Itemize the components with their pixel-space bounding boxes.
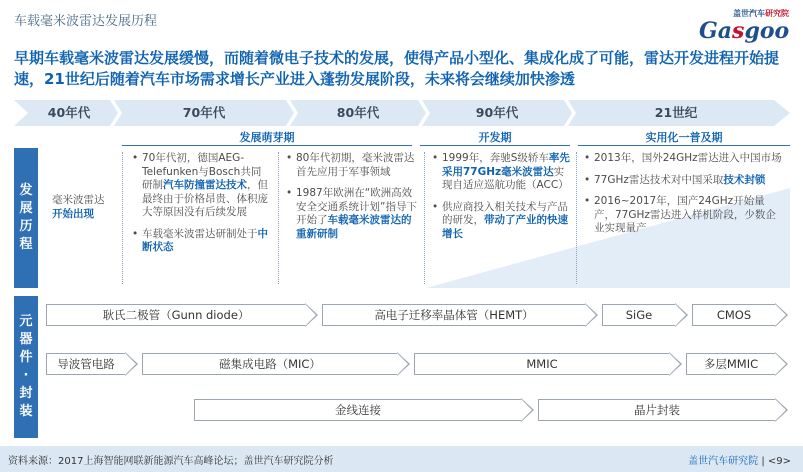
component-label: 金线连接: [335, 403, 381, 417]
col40-highlight: 开始出现: [52, 207, 94, 220]
era-timeline: [14, 100, 790, 126]
col70-b2-pre: 车载毫米波雷达研制处于: [142, 227, 258, 240]
logo-wordmark-b: s: [732, 18, 745, 44]
side-char: 器: [19, 332, 33, 347]
column-divider: [576, 152, 577, 284]
footer-page-info: [688, 452, 791, 467]
col90-b1-post: 实现自适应巡航功能（ACC）: [442, 165, 569, 191]
col21-b2-hl: 技术封锁: [723, 173, 766, 186]
component-arrow-wire-bonding: [194, 399, 534, 421]
logo-subtitle-left: 盖世汽车: [733, 9, 765, 18]
col90-b2-pre: 供应商投入相关技术与产品的研发，: [442, 200, 568, 226]
component-arrow-chip-packaging: [538, 399, 788, 421]
col40-text: 毫米波雷达: [52, 194, 105, 206]
side-char: 封: [19, 386, 33, 401]
components-packaging: [46, 296, 790, 438]
logo-wordmark-a: Ga: [699, 18, 733, 44]
col80-bullet-2: [286, 187, 418, 241]
col70-b1-post: ，但最终由于价格昂贵、体积庞大等原因没有后续发展: [142, 179, 268, 218]
col80-bullet-1: • 80年代初期，毫米波雷达首先应用于军事领域: [286, 152, 418, 179]
logo-wordmark: [699, 19, 789, 43]
col90-bullet-1: [432, 152, 570, 193]
headline: 早期车载毫米波雷达发展缓慢，而随着微电子技术的发展，使得产品小型化、集成化成了可能，雷达开发进程开始提速，21世纪后随着汽车市场需求增长产业进入蓬勃发展阶段，未来将会继续加快渗透: [14, 49, 780, 88]
col90-b1-pre: 1999年，奔驰S级轿车: [442, 152, 549, 164]
column-90s: [432, 152, 570, 292]
footer-source: 资料来源：2017上海智能网联新能源汽车高峰论坛；盖世汽车研究院分析: [8, 456, 334, 467]
stage-development: 开发期: [420, 130, 570, 146]
side-char: 展: [19, 201, 33, 216]
component-arrow-multilayer-mmic: [686, 353, 788, 375]
gasgoo-logo: [699, 8, 789, 44]
side-char: 件: [19, 350, 33, 365]
logo-subtitle-right: 研究院: [765, 9, 789, 18]
component-arrow-waveguide: [46, 353, 138, 375]
component-label: 导波管电路: [57, 357, 115, 371]
component-arrow-hemt: [322, 304, 598, 326]
col80-b2-pre: 1987年欧洲在“欧洲高效安全交通系统计划”指导下开始了: [296, 187, 417, 226]
col70-bullet-2: [132, 228, 270, 255]
col70-b1-hl: 汽车防撞雷达技术: [163, 179, 247, 191]
col21-bullet-1: • 2013年，国外24GHz雷达进入中国市场: [584, 152, 784, 166]
component-label: 多层MMIC: [703, 357, 759, 371]
side-label-components: [14, 296, 38, 438]
development-history: [46, 148, 790, 288]
side-char: ·: [23, 368, 29, 383]
component-label: 晶片封装: [634, 403, 680, 417]
col80-b2-hl: 车载毫米波雷达的重新研制: [296, 214, 412, 240]
component-label: 高电子迁移率晶体管（HEMT）: [374, 308, 534, 322]
component-label: 磁集成电路（MIC）: [219, 357, 321, 371]
col21-bullet-2: [584, 174, 784, 188]
side-label-development: [14, 148, 38, 288]
component-label: SiGe: [625, 308, 653, 322]
column-21st-century: [584, 152, 784, 292]
column-divider: [122, 152, 123, 284]
era-90s: 90年代: [475, 105, 519, 120]
col90-b2-hl: 带动了产业的快速增长: [442, 214, 568, 240]
stage-sprout: 发展萌芽期: [122, 130, 412, 146]
col21-bullet-3: • 2016~2017年，国产24GHz开始量产，77GHz雷达进入样机阶段，少数企业实现量产: [584, 195, 784, 236]
side-char: 程: [19, 237, 33, 252]
side-char: 历: [19, 219, 33, 234]
component-label: MMIC: [526, 357, 558, 371]
column-70s: [132, 152, 270, 292]
side-char: 装: [19, 404, 33, 419]
col70-bullet-1: [132, 152, 270, 220]
component-arrow-gunn: [46, 304, 318, 326]
col90-b1-hl: 率先采用77GHz毫米波雷达: [442, 152, 570, 178]
col21-b2-pre: 77GHz雷达技术对中国采取: [594, 173, 724, 186]
page-title: 车载毫米波雷达发展历程: [14, 14, 158, 29]
column-divider: [278, 152, 279, 284]
column-divider: [424, 152, 425, 284]
component-arrow-sige: [602, 304, 688, 326]
stage-practical: 实用化一普及期: [578, 130, 790, 146]
footer-org: 盖世汽车研究院: [688, 456, 759, 467]
col90-bullet-2: [432, 201, 570, 242]
era-80s: 80年代: [336, 105, 380, 120]
component-label: CMOS: [716, 308, 752, 322]
component-arrow-mic: [142, 353, 410, 375]
logo-wordmark-c: goo: [744, 18, 790, 44]
component-arrow-mmic: [414, 353, 682, 375]
side-char: 元: [19, 314, 33, 329]
component-arrow-cmos: [692, 304, 788, 326]
era-70s: 70年代: [182, 105, 226, 120]
era-40s: 40年代: [47, 105, 91, 120]
era-21st-century: 21世纪: [654, 105, 698, 120]
side-char: 发: [19, 183, 33, 198]
col70-b1-pre: 70年代初，德国AEG-Telefunken与Bosch共同研制: [142, 152, 262, 191]
col70-b2-hl: 中断状态: [142, 227, 268, 253]
footer-page-number: | <9>: [761, 456, 791, 467]
component-label: 耿氏二极管（Gunn diode）: [102, 308, 250, 322]
column-80s: [286, 152, 418, 292]
